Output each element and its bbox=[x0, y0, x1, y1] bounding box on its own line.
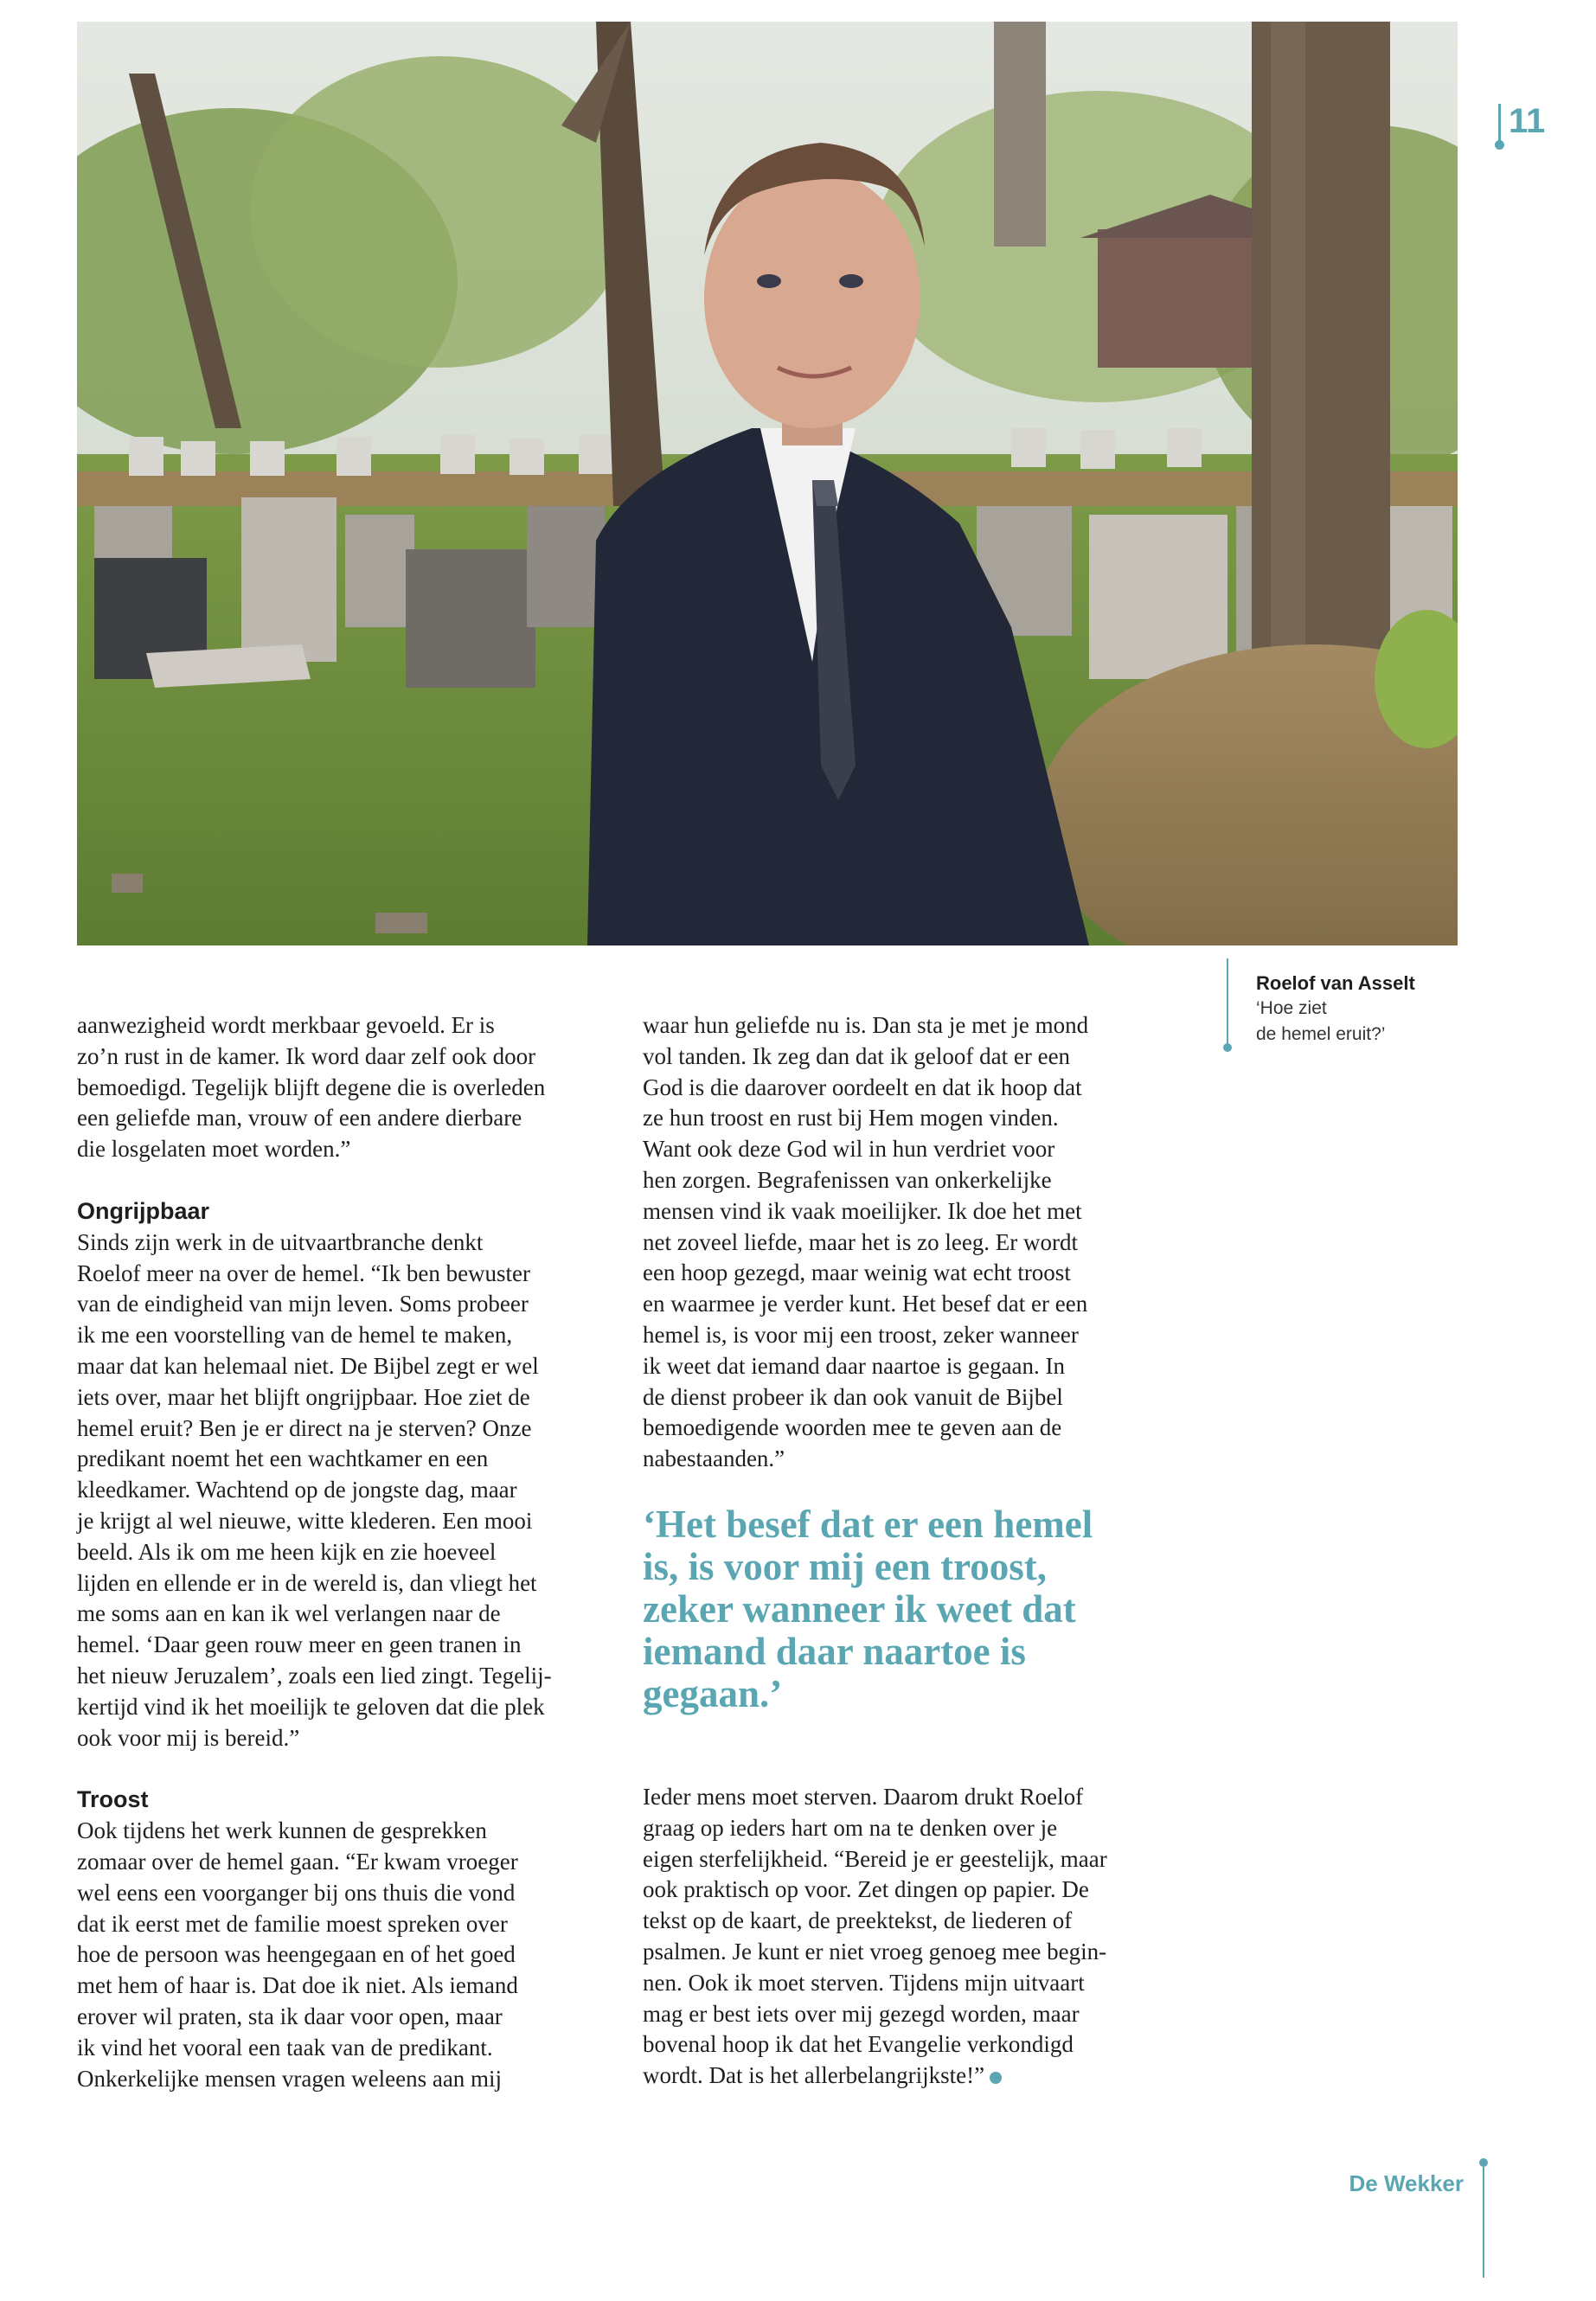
pull-quote-line: zeker wanneer ik weet dat bbox=[643, 1587, 1076, 1631]
body-line: een geliefde man, vrouw of een andere dierbare bbox=[77, 1105, 522, 1131]
body-line: dat ik eerst met de familie moest spreken over bbox=[77, 1910, 508, 1937]
body-line: lijden en ellende er in de wereld is, dan vliegt het bbox=[77, 1569, 537, 1596]
page-number: 11 bbox=[1509, 102, 1546, 140]
pull-quote-line: gegaan.’ bbox=[643, 1672, 783, 1715]
body-line: iets over, maar het blijft ongrijpbaar. Hoe ziet de bbox=[77, 1383, 530, 1410]
page-footer bbox=[1332, 2158, 1497, 2279]
body-line: het nieuw Jeruzalem’, zoals een lied zingt. Tegelij- bbox=[77, 1662, 552, 1689]
body-line: vol tanden. Ik zeg dan dat ik geloof dat er een bbox=[643, 1042, 1071, 1069]
body-line: net zoveel liefde, maar het is zo leeg. Er wordt bbox=[643, 1228, 1079, 1255]
body-line: mensen vind ik vaak moeilijker. Ik doe het met bbox=[643, 1197, 1082, 1224]
body-line: bemoedigende woorden mee te geven aan de bbox=[643, 1414, 1062, 1441]
end-of-article-dot-icon bbox=[990, 2072, 1002, 2084]
body-line: aanwezigheid wordt merkbaar gevoeld. Er is bbox=[77, 1012, 495, 1038]
body-line: wel eens een voorganger bij ons thuis die vond bbox=[77, 1879, 516, 1906]
section-heading: Troost bbox=[77, 1786, 149, 1813]
body-line: ook praktisch op voor. Zet dingen op papier. De bbox=[643, 1876, 1089, 1903]
body-line: mag er best iets over mij gezegd worden, maar bbox=[643, 2000, 1080, 2027]
body-line: bovenal hoop ik dat het Evangelie verkondigd bbox=[643, 2031, 1074, 2058]
body-line: hoe de persoon was heengegaan en of het goed bbox=[77, 1941, 516, 1968]
body-line: en waarmee je verder kunt. Het besef dat er een bbox=[643, 1291, 1088, 1317]
cemetery-portrait-image bbox=[77, 22, 1458, 945]
body-line: predikant noemt het een wachtkamer en een bbox=[77, 1445, 489, 1472]
body-line: ze hun troost en rust bij Hem mogen vinden. bbox=[643, 1105, 1059, 1131]
article-column-right-top bbox=[643, 1010, 1179, 1475]
body-line: hen zorgen. Begrafenissen van onkerkelijke bbox=[643, 1166, 1052, 1193]
body-line: Sinds zijn werk in de uitvaartbranche denkt bbox=[77, 1228, 484, 1255]
pull-quote-line: iemand daar naartoe is bbox=[643, 1630, 1026, 1673]
body-line: hemel eruit? Ben je er direct na je sterven? Onze bbox=[77, 1414, 532, 1441]
body-line: graag op ieders hart om na te denken over je bbox=[643, 1814, 1058, 1841]
caption-rule bbox=[1227, 958, 1228, 1045]
body-line: beeld. Als ik om me heen kijk en zie hoeveel bbox=[77, 1538, 497, 1565]
hero-photo bbox=[77, 22, 1458, 945]
article-column-right-bottom bbox=[643, 1782, 1179, 2092]
body-line: kertijd vind ik het moeilijk te geloven dat die plek bbox=[77, 1693, 545, 1720]
body-line: Want ook deze God wil in hun verdriet voor bbox=[643, 1136, 1055, 1163]
body-line: ik me een voorstelling van de hemel te maken, bbox=[77, 1322, 513, 1349]
body-line: een hoop gezegd, maar weinig wat echt troost bbox=[643, 1259, 1071, 1286]
body-line: bemoedigd. Tegelijk blijft degene die is overleden bbox=[77, 1074, 546, 1100]
body-line: kleedkamer. Wachtend op de jongste dag, maar bbox=[77, 1477, 517, 1503]
section-heading: Ongrijpbaar bbox=[77, 1197, 210, 1224]
body-line: met hem of haar is. Dat doe ik niet. Als iemand bbox=[77, 1972, 518, 1999]
body-line: nen. Ook ik moet sterven. Tijdens mijn uitvaart bbox=[643, 1969, 1085, 1996]
pull-quote-line: is, is voor mij een troost, bbox=[643, 1545, 1048, 1588]
body-line: ook voor mij is bereid.” bbox=[77, 1724, 300, 1751]
page-number-marker bbox=[1495, 97, 1547, 145]
pull-quote-line: ‘Het besef dat er een hemel bbox=[643, 1503, 1093, 1546]
body-line: hemel is, is voor mij een troost, zeker wanneer bbox=[643, 1321, 1079, 1348]
body-line: tekst op de kaart, de preektekst, de liederen of bbox=[643, 1907, 1073, 1934]
pull-quote bbox=[643, 1503, 1196, 1715]
footer-rule bbox=[1483, 2162, 1484, 2278]
caption-title-line: ‘Hoe ziet bbox=[1256, 998, 1327, 1018]
caption-dot bbox=[1223, 1043, 1232, 1052]
photo-caption bbox=[1227, 958, 1486, 1055]
publication-name: De Wekker bbox=[1349, 2170, 1464, 2196]
body-line: me soms aan en kan ik wel verlangen naar de bbox=[77, 1600, 501, 1627]
body-line: zo’n rust in de kamer. Ik word daar zelf ook door bbox=[77, 1042, 536, 1069]
body-line: ik vind het vooral een taak van de predikant. bbox=[77, 2034, 493, 2061]
body-line: maar dat kan helemaal niet. De Bijbel zegt er wel bbox=[77, 1352, 539, 1379]
caption-name: Roelof van Asselt bbox=[1256, 972, 1415, 994]
body-line: waar hun geliefde nu is. Dan sta je met je mond bbox=[643, 1012, 1089, 1038]
caption-title-line: de hemel eruit?’ bbox=[1256, 1024, 1386, 1044]
body-line: zomaar over de hemel gaan. “Er kwam vroeger bbox=[77, 1848, 518, 1875]
body-line: hemel. ‘Daar geen rouw meer en geen tranen in bbox=[77, 1631, 522, 1658]
article-column-left bbox=[77, 1010, 618, 2094]
body-line: nabestaanden.” bbox=[643, 1445, 785, 1472]
body-line: die losgelaten moet worden.” bbox=[77, 1136, 351, 1163]
body-line: Onkerkelijke mensen vragen weleens aan mij bbox=[77, 2065, 503, 2092]
body-line-text: wordt. Dat is het allerbelangrijkste!” bbox=[643, 2062, 985, 2089]
body-line: eigen sterfelijkheid. “Bereid je er geestelijk, maar bbox=[643, 1845, 1107, 1872]
body-line: God is die daarover oordeelt en dat ik hoop dat bbox=[643, 1074, 1082, 1100]
body-line: Roelof meer na over de hemel. “Ik ben bewuster bbox=[77, 1259, 531, 1286]
body-line: Ieder mens moet sterven. Daarom drukt Roelof bbox=[643, 1784, 1084, 1810]
body-line: ik weet dat iemand daar naartoe is gegaan. In bbox=[643, 1352, 1066, 1379]
body-line-last bbox=[643, 2061, 1179, 2092]
body-line: erover wil praten, sta ik daar voor open, maar bbox=[77, 2003, 503, 2029]
body-line: je krijgt al wel nieuwe, witte klederen. Een mooi bbox=[77, 1507, 533, 1534]
body-line: Ook tijdens het werk kunnen de gesprekken bbox=[77, 1817, 487, 1844]
page-number-rule bbox=[1498, 104, 1501, 144]
body-line: psalmen. Je kunt er niet vroeg genoeg mee begin- bbox=[643, 1938, 1107, 1965]
body-line: van de eindigheid van mijn leven. Soms probeer bbox=[77, 1291, 529, 1317]
page-number-dot bbox=[1495, 140, 1504, 150]
body-line: de dienst probeer ik dan ook vanuit de Bijbel bbox=[643, 1383, 1063, 1410]
